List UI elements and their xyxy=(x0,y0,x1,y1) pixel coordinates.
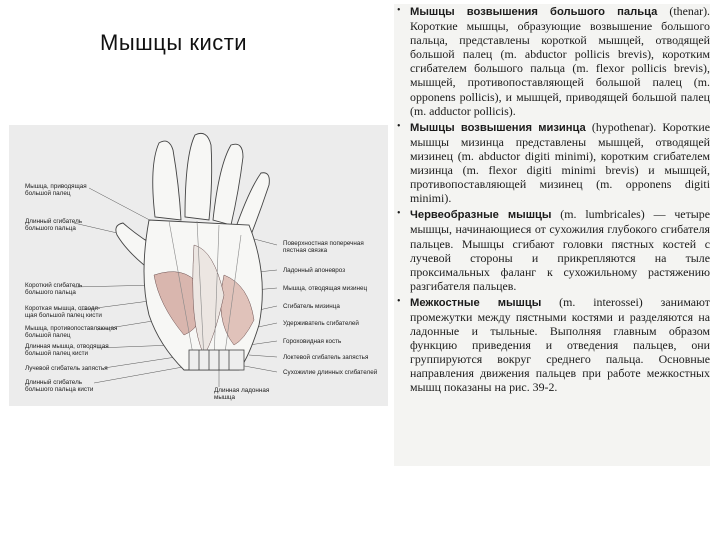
label-transverse-metacarpal-ligament: Поверхностная поперечная пястная связка xyxy=(283,240,364,254)
label-flexor-carpi-ulnaris: Локтевой сгибатель запястья xyxy=(283,354,369,361)
label-flexor-carpi-radialis: Лучевой сгибатель запястья xyxy=(25,365,108,372)
label-opponens-pollicis: Мышца, противопоставляющая большой палец xyxy=(25,325,118,339)
label-palmar-aponeurosis: Ладонный апоневроз xyxy=(283,267,346,274)
paragraph-thenar xyxy=(394,4,710,118)
label-abductor-pollicis-longus: Длинная мышца, отводящая большой палец кисти xyxy=(25,343,109,357)
label-flexor-pollicis-longus: Длинный сгибатель большого пальца xyxy=(25,218,83,232)
paragraph-interossei xyxy=(394,295,710,395)
paragraph-body: (m. lumbricales) — четыре мышцы, начинающиеся от сухожилия глубокого сгибателя пальцев. Мышцы сгибают головки пястных костей с лучевой стороны и прикрепляются на тыле проксимальных фаланг к сухожильному растяжению разгибателя пальцев. xyxy=(410,207,710,293)
hand-muscle-illustration xyxy=(9,125,388,406)
text-block xyxy=(394,4,710,466)
bullet: • xyxy=(397,120,401,132)
paragraph-heading: Червеобразные мышцы xyxy=(410,209,552,222)
label-flexor-digiti-minimi: Сгибатель мизинца xyxy=(283,303,340,310)
label-flexor-retinaculum: Удерживатель сгибателей xyxy=(283,320,359,327)
slide-title: Мышцы кисти xyxy=(100,30,248,55)
bullet: • xyxy=(397,5,401,16)
label-abductor-pollicis-brevis: Короткая мышца, отводя- щая большой палец кисти xyxy=(25,305,102,319)
paragraph-hypothenar xyxy=(394,120,710,206)
bullet: • xyxy=(397,295,401,307)
paragraph-body: (thenar). Короткие мышцы, образующие возвышение большого пальца, представлены короткой мышцей, отводящей большой палец (m. abductor pollicis brevis), коротким сгибателем большого пальца (m. flexor pollicis brevis), мышцей, противопоставляющей большой палец (m. opponens pollicis), и мышцей, приводящей большой палец (m. adductor pollicis). xyxy=(410,4,710,118)
label-abductor-digiti-minimi: Мышца, отводящая мизинец xyxy=(283,285,368,292)
paragraph-heading: Мышцы возвышения большого пальца xyxy=(410,6,658,18)
label-palmaris-longus: Длинная ладонная мышца xyxy=(214,387,270,401)
paragraph-heading: Межкостные мышцы xyxy=(410,296,542,309)
bullet: • xyxy=(397,208,401,220)
label-pisiform-bone: Гороховидная кость xyxy=(283,338,342,345)
label-flexor-pollicis-longus-tendon: Длинный сгибатель большого пальца кисти xyxy=(25,379,94,393)
paragraph-heading: Мышцы возвышения мизинца xyxy=(410,121,586,134)
label-adductor-pollicis: Мышца, приводящая большой палец xyxy=(25,183,87,197)
label-long-flexor-tendons: Сухожилие длинных сгибателей xyxy=(283,369,378,376)
hand-drawing xyxy=(9,125,388,406)
paragraph-lumbricales xyxy=(394,207,710,293)
paragraph-body: (hypothenar). Короткие мышцы мизинца представлены мышцей, отводящей мизинец (m. abductor digiti minimi), коротким сгибателем мизинца (m. flexor digiti minimi brevis) и мышцей, противопоставляющей мизинец (m. opponens digiti minimi). xyxy=(410,119,710,206)
label-flexor-pollicis-brevis: Короткий сгибатель большого пальца xyxy=(25,282,83,296)
paragraph-body: (m. interossei) занимают промежутки между пястными костями и разделяются на ладонные и тыльные. Выполняя главным образом функцию приведения и отведения пальцев, они группируются вокруг среднего пальца. Основные направления движения пальцев при работе межкостных мышц показаны на рис. 39-2. xyxy=(410,294,710,395)
